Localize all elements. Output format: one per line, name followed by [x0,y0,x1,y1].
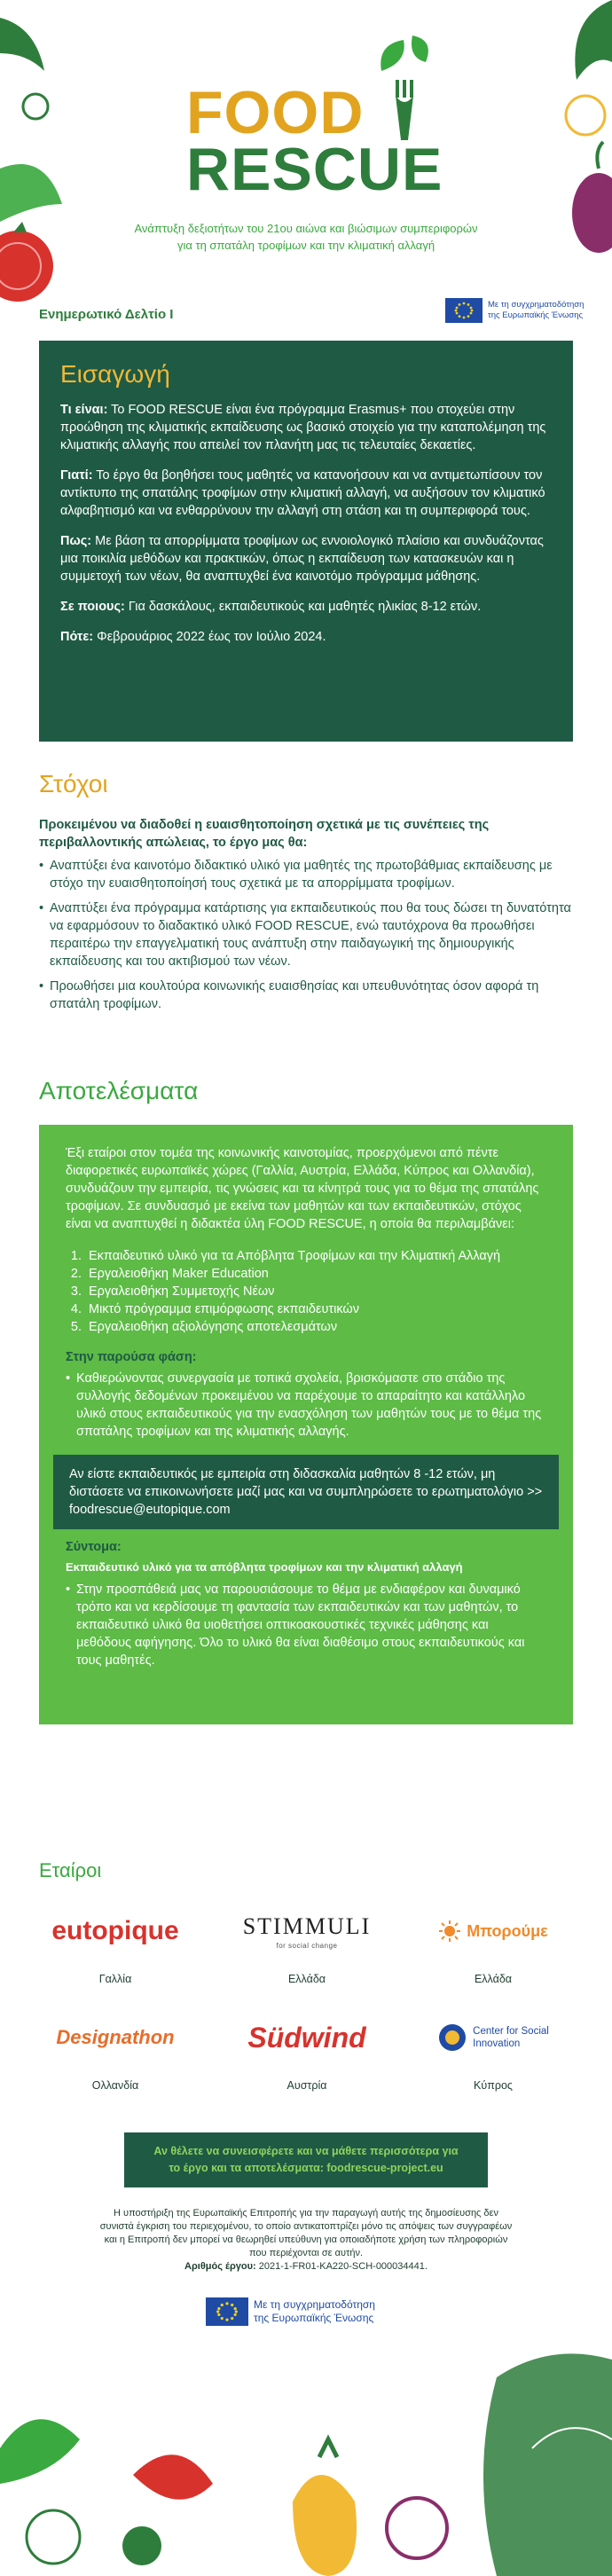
project-number-value: 2021-1-FR01-KA220-SCH-000034441. [255,2261,428,2272]
sun-icon [438,1920,461,1943]
results-list [66,1247,546,1336]
partner-sudwind [227,2012,387,2092]
intro-when-label: Πότε: [60,630,94,644]
intro-when [60,628,552,646]
results-title: Αποτελέσματα [39,1077,199,1104]
intro-what-label: Τι είναι: [60,403,108,417]
intro-how-label: Πως: [60,534,92,548]
partner-csi [413,2012,573,2092]
intro-why-text: Το έργο θα βοηθήσει τους μαθητές να κατανοήσουν και να αντιμετωπίσουν τον αντίκτυπο της σπατάλης τροφίμων στην κλιματική αλλαγή, να αυξήσουν τον κλιματικό αλφαβητισμό και να ενθαρρύνουν την αλλαγή στη στάση και τη συμπεριφορά τους. [60,468,545,518]
stimmuli-logo-subtitle: for social change [276,1941,338,1950]
partner-stimmuli [227,1905,387,1985]
coming-soon-title: Σύντομα: [66,1540,122,1554]
mporoume-logo-text: Μπορούμε [467,1921,548,1940]
csi-logo [413,2012,573,2063]
contact-banner [124,2132,488,2187]
designathon-logo [35,2012,195,2063]
goal-item: • Αναπτύξει ένα πρόγραμμα κατάρτισης για εκπαιδευτικούς που θα τους δώσει τη δυνατότητα να εφαρμόσουν το διαδακτικό υλικό FOOD RESCUE, ενώ ταυτόχρονα θα προωθήσει περαιτέρω την επαγγελματική τους ανάπτυξη στην παιδαγωγική της δημιουργικής εκπαίδευσης και του ακτιβισμού των νέων. [39,899,573,970]
tagline-line-1: Ανάπτυξη δεξιοτήτων του 21ου αιώνα και βιώσιμων συμπεριφορών [134,222,478,235]
partner-eutopique [35,1905,195,1985]
eu-funding-line-2: της Ευρωπαϊκής Ένωσης [254,2312,374,2324]
results-list-item: 2. Εργαλειοθήκη Maker Education [85,1265,546,1283]
project-number [98,2260,514,2274]
intro-who-label: Σε ποιους: [60,600,125,614]
goal-item: • Αναπτύξει ένα καινοτόμο διδακτικό υλικό για μαθητές της πρωτοβάθμιας εκπαίδευσης με στόχο την ευαισθητοποίησή τους σχετικά με τα απορρίμματα τροφίμων. [39,857,573,892]
intro-how-text: Με βάση τα απορρίμματα τροφίμων ως εννοιολογικό πλαίσιο και συνδυάζοντας μια ποικιλία μεθόδων και πρακτικών, όπως η εκπαίδευση των κατασκευών και η συμμετοχή των νέων, θα αναπτυχθεί ένα καινοτόμο πρόγραμμα μάθησης. [60,534,544,584]
eu-funding-badge-footer [206,2297,375,2326]
intro-why [60,467,552,520]
newsletter-label: Ενημερωτικό Δελτίο Ι [39,307,174,322]
eu-funding-line-1: Με τη συγχρηματοδότηση [488,300,585,310]
partner-country: Γαλλία [98,1973,132,1985]
logo-food-text: FOOD [186,79,365,146]
csi-logo-line-2: Innovation [473,2038,521,2049]
partner-country: Ελλάδα [287,1973,326,1985]
intro-title: Εισαγωγή [60,360,170,388]
disclaimer [98,2207,514,2274]
intro-who [60,598,552,616]
intro-why-label: Γιατί: [60,468,93,483]
intro-who-text: Για δασκάλους, εκπαιδευτικούς και μαθητές ηλικίας 8-12 ετών. [124,600,482,614]
vegetable-illustration-top-right [514,0,612,302]
food-rescue-logo [169,35,443,204]
partner-country: Ελλάδα [474,1973,513,1985]
intro-when-text: Φεβρουάριος 2022 έως τον Ιούλιο 2024. [93,630,326,644]
tagline [89,220,523,254]
logo-rescue-text: RESCUE [186,136,443,203]
sudwind-logo-text: Südwind [247,2021,366,2054]
goals-title: Στόχοι [39,770,108,797]
vegetable-illustration-top-left [0,0,98,302]
tagline-line-2: για τη σπατάλη τροφίμων και την κλιματική αλλαγή [177,239,435,252]
vegetable-illustration-bottom [0,2342,612,2576]
csi-emblem-icon [437,2022,467,2053]
partner-country: Κύπρος [474,2079,513,2092]
intro-section [39,341,573,742]
intro-how [60,532,552,585]
eutopique-logo-text: eutopique [51,1916,179,1945]
project-number-label: Αριθμός έργου: [184,2261,256,2272]
goal-item: • Προωθήσει μια κουλτούρα κοινωνικής ευαισθησίας και υπευθυνότητας όσον αφορά τη σπατάλη τροφίμων. [39,978,573,1013]
contact-banner-line-2[interactable]: το έργο και τα αποτελέσματα: foodrescue-project.eu [169,2162,443,2174]
eu-funding-line-2: της Ευρωπαϊκής Ένωσης [488,310,584,320]
partner-mporoume [413,1905,573,1985]
fork-leaf-icon [373,35,435,142]
contact-banner-line-1: Αν θέλετε να συνεισφέρετε και να μάθετε περισσότερα για [153,2145,459,2157]
csi-logo-text [473,2025,549,2050]
coming-soon-text: • Στην προσπάθειά μας να παρουσιάσουμε το θέμα με ενδιαφέρον και δυναμικό τρόπο και να κερδίσουμε τη φαντασία των εκπαιδευτικών και των μαθητών, το εκπαιδευτικό υλικό θα υιοθετήσει οπτικοακουστικές τεχνικές μάθησης και μεθόδους αφήγησης. Όλο το υλικό θα είναι διαθέσιμο στους εκπαιδευτικούς και τους μαθητές. [66,1581,546,1669]
disclaimer-text: Η υποστήριξη της Ευρωπαϊκής Επιτροπής για την παραγωγή αυτής της δημοσίευσης δεν συνιστά έγκριση του περιεχομένου, το οποίο αντικατοπτρίζει μόνο τις απόψεις των συγγραφέων και η Επιτροπή δεν μπορεί να θεωρηθεί υπεύθυνη για οποιαδήποτε χρήση των πληροφοριών που περιέχονται σε αυτήν. [99,2208,513,2258]
eutopique-logo [35,1905,195,1957]
results-intro: Έξι εταίροι στον τομέα της κοινωνικής καινοτομίας, προερχόμενοι από πέντε διαφορετικές ευρωπαϊκές χώρες (Γαλλία, Αυστρία, Ελλάδα, Κύπρος και Ολλανδία), συνδυάζουν την εμπειρία, τις γνώσεις και τα κίνητρά τους για το θέμα της σπατάλης τροφίμων. Σε συνδυασμό με εκείνα των μαθητών και των εκπαιδευτικών, στόχος είναι να αναπτυχθεί η διδακτέα ύλη FOOD RESCUE, η οποία θα περιλαμβάνει: [66,1146,539,1231]
results-section [39,1125,573,1724]
coming-soon-subtitle: Εκπαιδευτικό υλικό για τα απόβλητα τροφίμων και την κλιματική αλλαγή [66,1560,463,1574]
eu-funding-text [488,300,584,321]
results-list-item: 3. Εργαλειοθήκη Συμμετοχής Νέων [85,1283,546,1300]
partners-title: Εταίροι [39,1859,102,1881]
eu-funding-line-1: Με τη συγχρηματοδότηση [254,2298,375,2311]
intro-what-text: Το FOOD RESCUE είναι ένα πρόγραμμα Erasmus+ που στοχεύει στην προώθηση της κλιματικής εκπαίδευσης ως βασικό στοιχείο για την καταπολέμηση της κλιματικής αλλαγής που απειλεί τον πλανήτη μας τις τελευταίες δεκαετίες. [60,403,546,452]
partner-country: Ολλανδία [91,2079,139,2092]
eu-flag-icon [445,298,483,323]
csi-logo-line-1: Center for Social [473,2026,549,2037]
current-phase-title: Στην παρούσα φάση: [66,1350,197,1364]
stimmuli-logo [227,1905,387,1957]
eu-funding-badge [445,298,584,323]
results-list-item: 5. Εργαλειοθήκη αξιολόγησης αποτελεσμάτων [85,1318,546,1336]
intro-what [60,401,552,454]
designathon-logo-text: Designathon [56,2026,175,2048]
eu-funding-text [254,2298,375,2325]
teacher-callout: Αν είστε εκπαιδευτικός με εμπειρία στη διδασκαλία μαθητών 8 -12 ετών, μη διστάσετε να επικοινωνήσετε μαζί μας και να συμπληρώσετε το ερωτηματολόγιο >> foodrescue@eutopique.com [53,1455,559,1529]
eu-flag-icon [206,2297,248,2326]
results-list-item: 1. Εκπαιδευτικό υλικό για τα Απόβλητα Τροφίμων και την Κλιματική Αλλαγή [85,1247,546,1265]
current-phase-text: • Καθιερώνοντας συνεργασία με τοπικά σχολεία, βρισκόμαστε στο στάδιο της συλλογής δεδομένων προκειμένου να παρέχουμε το απαραίτητο και κατάλληλο υλικό στους εκπαιδευτικούς για την ενασχόληση των μαθητών τους με το θέμα της σπατάλης τροφίμων και της κλιματικής αλλαγής. [66,1370,546,1441]
sudwind-logo [227,2012,387,2063]
partner-designathon [35,2012,195,2092]
results-list-item: 4. Μικτό πρόγραμμα επιμόρφωσης εκπαιδευτικών [85,1300,546,1318]
stimmuli-logo-text: STIMMULI [242,1912,372,1939]
goals-intro: Προκειμένου να διαδοθεί η ευαισθητοποίηση σχετικά με τις συνέπειες της περιβαλλοντικής απώλειας, το έργο μας θα: [39,818,490,850]
partner-country: Αυστρία [286,2079,327,2092]
goals-list [39,857,573,1020]
mporoume-logo [413,1905,573,1957]
